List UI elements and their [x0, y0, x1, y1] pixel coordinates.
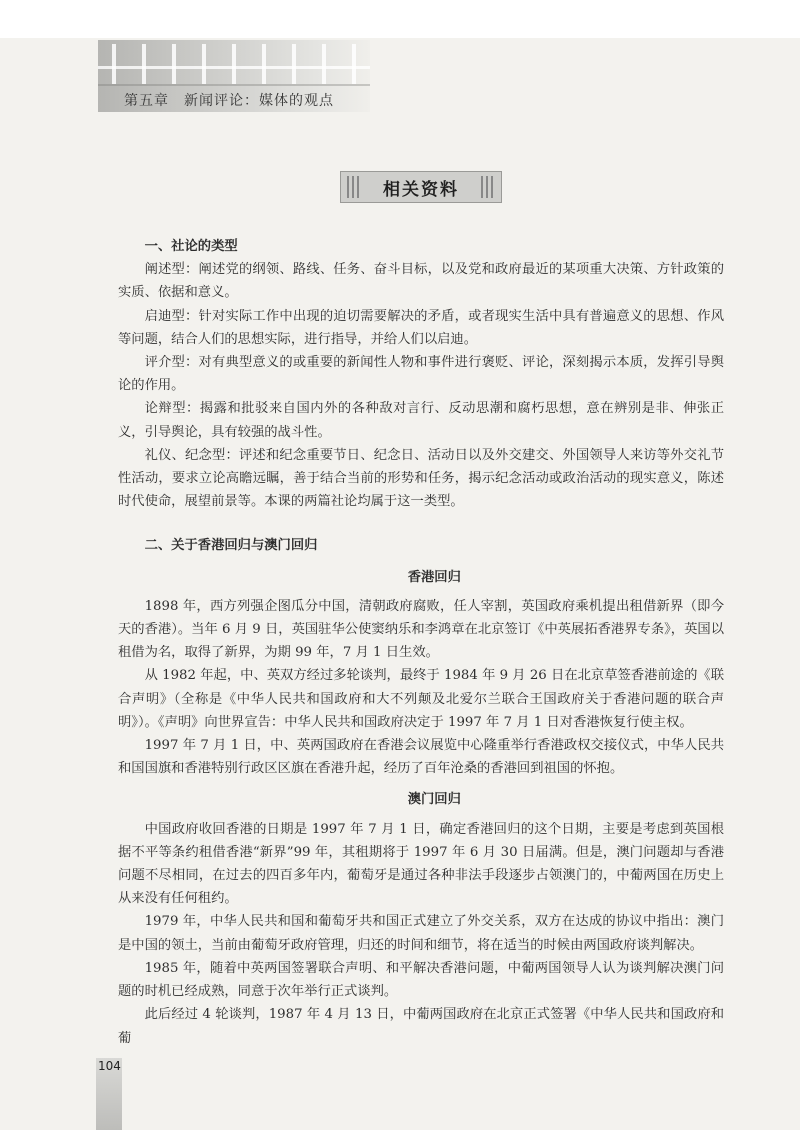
paragraph: 1979 年，中华人民共和国和葡萄牙共和国正式建立了外交关系，双方在达成的协议中指出：澳门是中国的领土，当前由葡萄牙政府管理，归还的时间和细节，将在适当的时候由两国政府谈判解决。	[118, 914, 724, 953]
page-number: 104	[98, 1059, 121, 1073]
paragraph: 1985 年，随着中英两国签署联合声明、和平解决香港问题，中葡两国领导人认为谈判解决澳门问题的时机已经成熟，同意于次年举行正式谈判。	[118, 960, 724, 1000]
paragraph: 论辩型：揭露和批驳来自国内外的各种敌对言行、反动思潮和腐朽思想，意在辨别是非、伸张正义，引导舆论，具有较强的战斗性。	[118, 401, 724, 440]
main-content	[118, 235, 724, 1050]
book-page	[0, 38, 800, 1130]
section-title: 相关资料	[383, 179, 459, 200]
part1-heading: 一、社论的类型	[144, 239, 238, 254]
spacer	[118, 513, 724, 534]
paragraph: 1898 年，西方列强企图瓜分中国，清朝政府腐败，任人宰割，英国政府乘机提出租借新界（即今天的香港）。当年 6 月 9 日，英国驻华公使窦纳乐和李鸿章在北京签订《中英展拓香港界专条》，英国以租借为名，取得了新界，为期 99 年，7 月 1 日生效。	[118, 598, 724, 661]
part2-heading: 二、关于香港回归与澳门回归	[144, 538, 318, 554]
paragraph: 阐述型：阐述党的纲领、路线、任务、奋斗目标，以及党和政府最近的某项重大决策、方针政策的实质、依据和意义。	[118, 262, 724, 301]
header-rule	[98, 66, 370, 69]
paragraph: 此后经过 4 轮谈判，1987 年 4 月 13 日，中葡两国政府在北京正式签署《中华人民共和国政府和葡	[118, 1007, 724, 1046]
macau-title: 澳门回归	[407, 792, 461, 808]
header-tick-pattern	[98, 44, 370, 84]
header-rule-lower	[98, 84, 370, 86]
paragraph: 从 1982 年起，中、英双方经过多轮谈判，最终于 1984 年 9 月 26 日在北京草签香港前途的《联合声明》（全称是《中华人民共和国政府和大不列颠及北爱尔兰联合王国政府关于香港问题的联合声明》）。《声明》向世界宣告：中华人民共和国政府决定于 1997 年 7 月 1 日对香港恢复行使主权。	[118, 668, 724, 730]
paragraph: 1997 年 7 月 1 日，中、英两国政府在香港会议展览中心隆重举行香港政权交接仪式，中华人民共和国国旗和香港特别行政区区旗在香港升起，经历了百年沧桑的香港回到祖国的怀抱。	[118, 738, 724, 777]
chapter-title: 第五章 新闻评论：媒体的观点	[124, 93, 334, 109]
paragraph: 礼仪、纪念型：评述和纪念重要节日、纪念日、活动日以及外交建交、外国领导人来访等外交礼节性活动，要求立论高瞻远瞩，善于结合当前的形势和任务，揭示纪念活动或政治活动的现实意义，陈述时代使命，展望前景等。本课的两篇社论均属于这一类型。	[118, 447, 724, 510]
spacer	[118, 780, 724, 788]
paragraph: 评介型：对有典型意义的或重要的新闻性人物和事件进行褒贬、评论，深刻揭示本质，发挥引导舆论的作用。	[118, 355, 724, 394]
paragraph: 中国政府收回香港的日期是 1997 年 7 月 1 日，确定香港回归的这个日期，主要是考虑到英国根据不平等条约租借香港“新界”99 年，其租期将于 1997 年 6 月 30 日届满。但是，澳门问题却与香港问题不尽相同，在过去的四百多年内，葡萄牙是通过各种非法手段逐步占领澳门的，中葡两国在历史上从来没有任何租约。	[118, 821, 724, 907]
section-banner	[340, 171, 502, 203]
spacer	[118, 558, 724, 566]
hongkong-title: 香港回归	[407, 569, 461, 585]
paragraph: 启迪型：针对实际工作中出现的迫切需要解决的矛盾，或者现实生活中具有普遍意义的思想、作风等问题，结合人们的思想实际，进行指导，并给人们以启迪。	[118, 308, 724, 347]
